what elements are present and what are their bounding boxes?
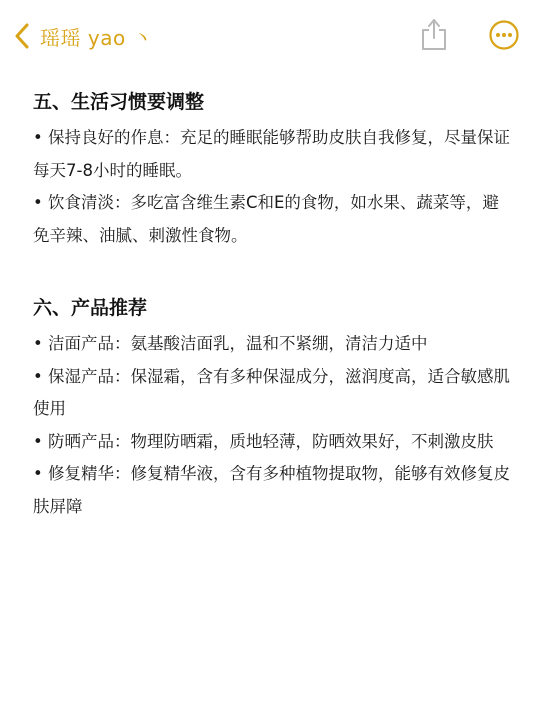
section-heading: 五、生活习惯要调整	[33, 91, 205, 113]
more-icon[interactable]	[488, 19, 520, 51]
navigation-bar	[0, 0, 540, 70]
list-item: • 饮食清淡：多吃富含维生素C和E的食物，如水果、蔬菜等，避免辛辣、油腻、刺激性食物￼。	[33, 193, 499, 245]
list-item: • 防晒产品：物理防晒霜，质地轻薄，防晒效果好，不刺激皮肤	[33, 431, 494, 451]
section-heading: 六、产品推荐	[33, 297, 148, 319]
list-item: • 修复精华：修复精华液，含有多种植物提取物，能够有效修复皮肤屏障	[33, 464, 510, 516]
back-button[interactable]	[14, 20, 153, 52]
note-content	[33, 86, 515, 523]
list-item: • 保持良好的作息：充足的睡眠能够帮助皮肤自我修复，尽量保证每天7-8小时的睡眠￼。	[33, 128, 510, 180]
chevron-left-icon	[14, 23, 30, 49]
share-icon[interactable]	[420, 16, 448, 52]
list-item: • 保湿产品：保湿霜，含有多种保湿成分，滋润度高，适合敏感肌使用	[33, 366, 510, 418]
list-item: • 洁面产品：氨基酸洁面乳，温和不紧绷，清洁力适中	[33, 334, 428, 353]
nav-title: 瑶瑶 yao 丶	[40, 25, 154, 50]
section-lifestyle	[33, 86, 515, 252]
section-products	[33, 292, 515, 523]
